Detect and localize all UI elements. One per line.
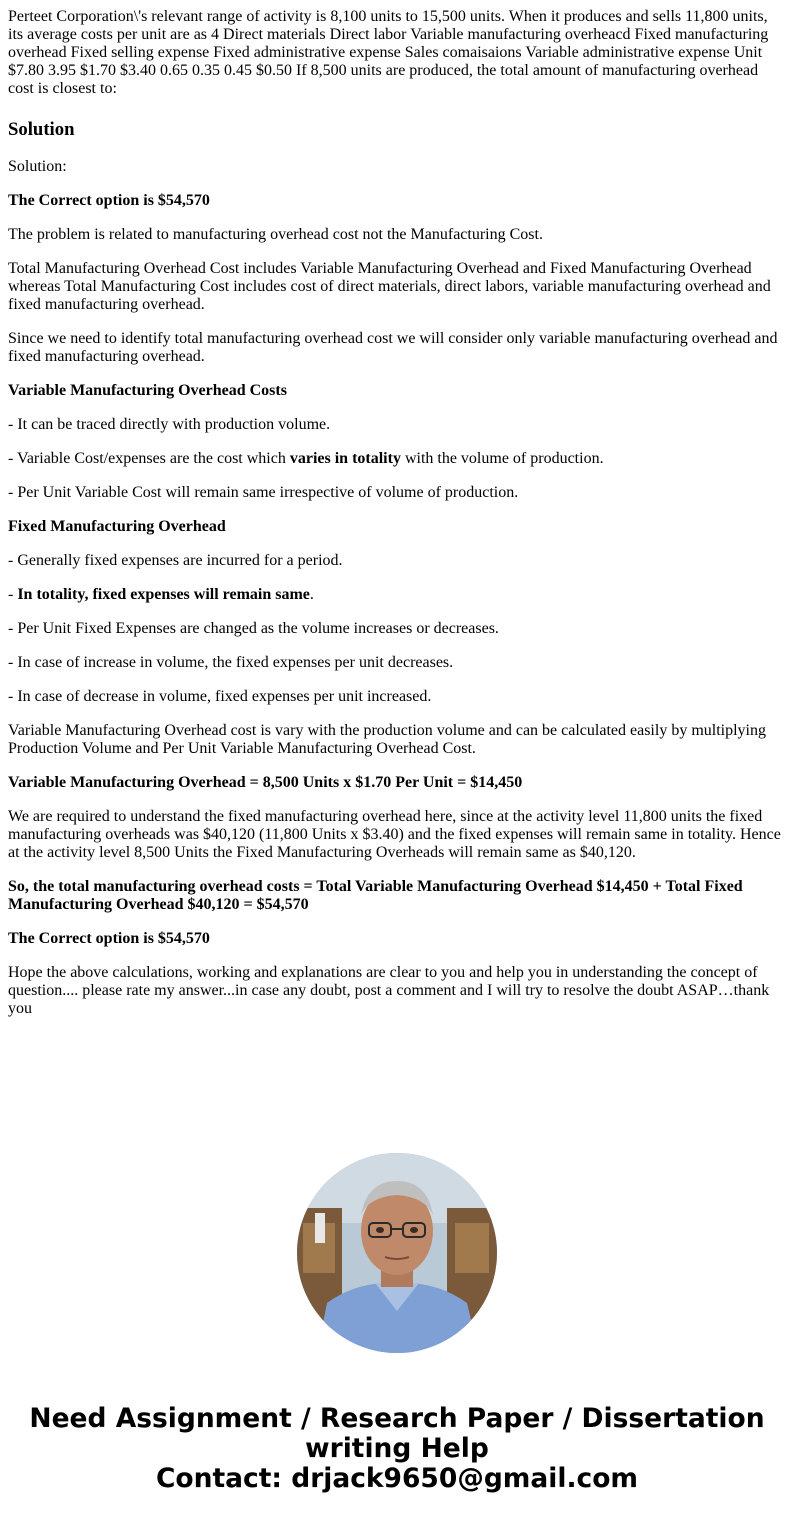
variable-overhead-heading: Variable Manufacturing Overhead Costs <box>8 382 287 399</box>
variable-calc-explanation: Variable Manufacturing Overhead cost is vary with the production volume and can be calculated easily by multiplying Production Volume and Per Unit Variable Manufacturing Overhead Cost. <box>8 722 766 757</box>
author-portrait-image <box>297 1153 497 1353</box>
fixed-point-3: - Per Unit Fixed Expenses are changed as the volume increases or decreases. <box>8 620 499 637</box>
fixed-point-5: - In case of decrease in volume, fixed expenses per unit increased. <box>8 688 432 705</box>
solution-label: Solution: <box>8 158 67 175</box>
variable-overhead-formula: Variable Manufacturing Overhead = 8,500 Units x $1.70 Per Unit = $14,450 <box>8 774 523 791</box>
promo-banner <box>0 1404 794 1494</box>
correct-option-top: The Correct option is $54,570 <box>8 192 210 209</box>
overhead-definition-paragraph: Total Manufacturing Overhead Cost includes Variable Manufacturing Overhead and Fixed Manufacturing Overhead whereas Total Manufacturing Cost includes cost of direct materials, direct labors, variable manufacturing overhead and fixed manufacturing overhead. <box>8 260 771 313</box>
correct-option-bottom: The Correct option is $54,570 <box>8 930 210 947</box>
fixed-point-2: - In totality, fixed expenses will remain same. <box>8 586 314 603</box>
variable-point-2: - Variable Cost/expenses are the cost which varies in totality with the volume of production. <box>8 450 604 467</box>
promo-contact: Contact: drjack9650@gmail.com <box>155 1463 639 1494</box>
variable-point-3: - Per Unit Variable Cost will remain same irrespective of volume of production. <box>8 484 519 501</box>
promo-line-1: Need Assignment / Research Paper / Dissertation <box>29 1403 765 1434</box>
solution-heading: Solution <box>8 119 75 140</box>
fixed-overhead-heading: Fixed Manufacturing Overhead <box>8 518 226 535</box>
question-text: Perteet Corporation\'s relevant range of activity is 8,100 units to 15,500 units. When it produces and sells 11,800 units, its average costs per unit are as 4 Direct materials Direct labor Variable manufacturing overheacd Fixed manufacturing overhead Fixed selling expense Fixed administrative expense Sales comaisaions Variable administrative expense Unit $7.80 3.95 $1.70 $3.40 0.65 0.35 0.45 $0.50 If 8,500 units are produced, the total amount of manufacturing overhead cost is closest to: <box>8 8 769 97</box>
closing-paragraph: Hope the above calculations, working and explanations are clear to you and help you in understanding the concept of question.... please rate my answer...in case any doubt, post a comment and I will try to resolve the doubt ASAP…thank you <box>8 964 770 1017</box>
fixed-point-4: - In case of increase in volume, the fixed expenses per unit decreases. <box>8 654 454 671</box>
problem-relation-paragraph: The problem is related to manufacturing overhead cost not the Manufacturing Cost. <box>8 226 543 243</box>
author-avatar <box>297 1153 497 1353</box>
total-overhead-formula: So, the total manufacturing overhead costs = Total Variable Manufacturing Overhead $14,450 + Total Fixed Manufacturing Overhead $40,120 = $54,570 <box>8 878 743 913</box>
variable-point-1: - It can be traced directly with production volume. <box>8 416 331 433</box>
fixed-overhead-explanation: We are required to understand the fixed manufacturing overhead here, since at the activity level 11,800 units the fixed manufacturing overheads was $40,120 (11,800 Units x $3.40) and the fixed expenses will remain same in totality. Hence at the activity level 8,500 Units the Fixed Manufacturing Overheads will remain same as $40,120. <box>8 808 781 861</box>
fixed-point-1: - Generally fixed expenses are incurred for a period. <box>8 552 343 569</box>
answer-document <box>8 8 786 1018</box>
promo-line-2: writing Help <box>305 1433 489 1464</box>
identify-overhead-paragraph: Since we need to identify total manufacturing overhead cost we will consider only variable manufacturing overhead and fixed manufacturing overhead. <box>8 330 778 365</box>
